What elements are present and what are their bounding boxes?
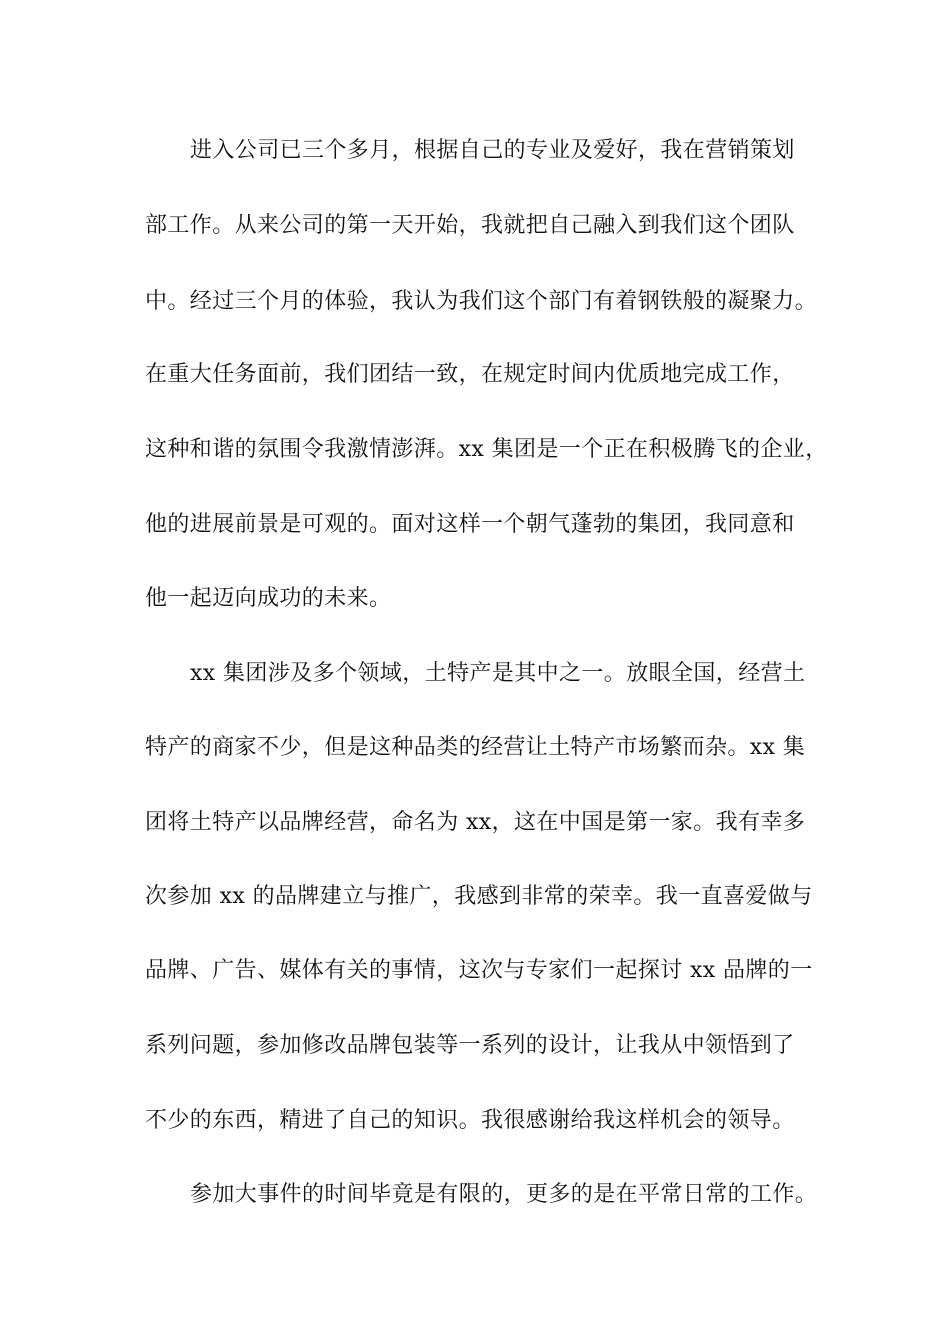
paragraph-1-line-5: 这种和谐的氛围令我激情澎湃。xx 集团是一个正在积极腾飞的企业， (145, 437, 828, 462)
paragraph-1-line-6: 他的进展前景是可观的。面对这样一个朝气蓬勃的集团，我同意和 (145, 512, 795, 537)
paragraph-1-line-3: 中。经过三个月的体验，我认为我们这个部门有着钢铁般的凝聚力。 (145, 289, 818, 314)
paragraph-2-line-5: 品牌、广告、媒体有关的事情，这次与专家们一起探讨 xx 品牌的一 (145, 958, 813, 983)
paragraph-1-line-1: 进入公司已三个多月，根据自己的专业及爱好，我在营销策划 (190, 138, 795, 163)
paragraph-2-line-7: 不少的东西，精进了自己的知识。我很感谢给我这样机会的领导。 (145, 1108, 795, 1133)
paragraph-1-line-7: 他一起迈向成功的未来。 (145, 586, 392, 611)
paragraph-2-line-2: 特产的商家不少，但是这种品类的经营让土特产市场繁而杂。xx 集 (145, 735, 806, 760)
paragraph-1-line-2: 部工作。从来公司的第一天开始，我就把自己融入到我们这个团队 (145, 213, 795, 238)
paragraph-2-line-4: 次参加 xx 的品牌建立与推广，我感到非常的荣幸。我一直喜爱做与 (145, 884, 813, 909)
paragraph-3-line-1: 参加大事件的时间毕竟是有限的，更多的是在平常日常的工作。 (190, 1182, 818, 1207)
paragraph-2-line-6: 系列问题，参加修改品牌包装等一系列的设计，让我从中领悟到了 (145, 1033, 795, 1058)
paragraph-2-line-3: 团将土特产以品牌经营，命名为 xx，这在中国是第一家。我有幸多 (145, 810, 806, 835)
paragraph-1-line-4: 在重大任务面前，我们团结一致，在规定时间内优质地完成工作， (145, 362, 795, 387)
paragraph-2-line-1: xx 集团涉及多个领域，土特产是其中之一。放眼全国，经营土 (190, 661, 806, 686)
